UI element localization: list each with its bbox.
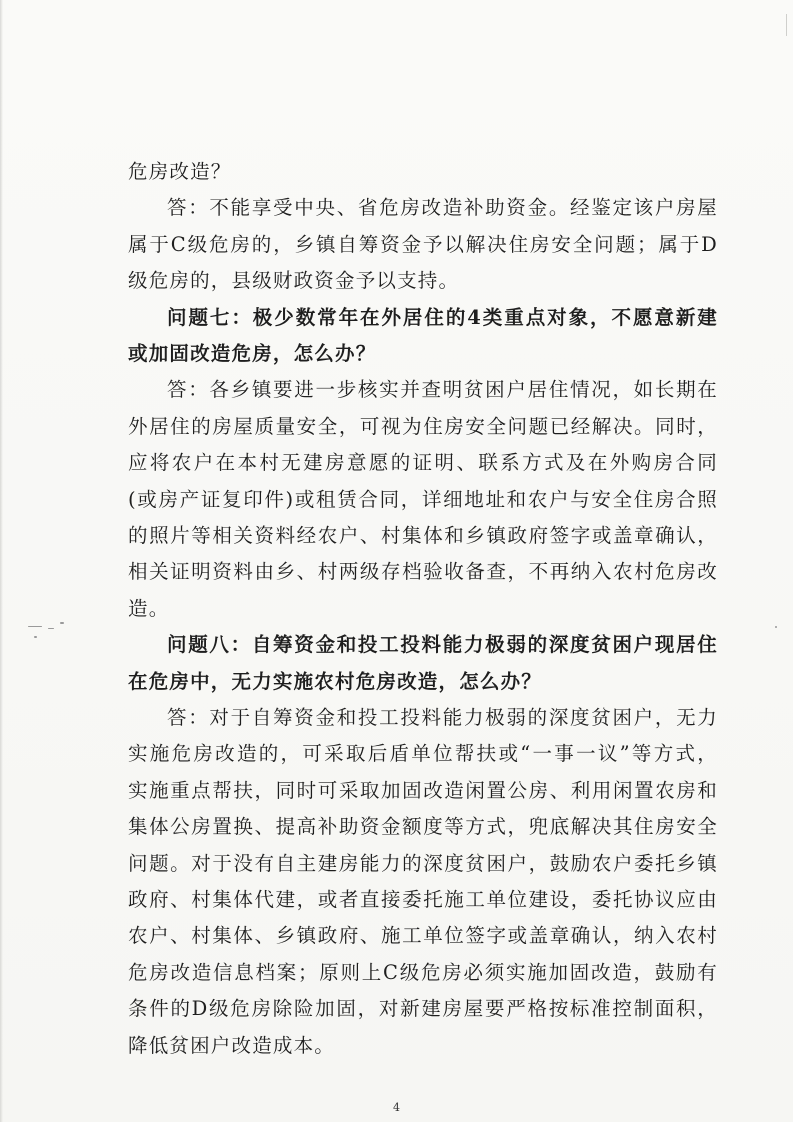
answer-line: 级危房的，县级财政资金予以支持。 [128,269,460,293]
answer-line: 应将农户在本村无建房意愿的证明、联系方式及在外购房合同 [128,451,718,475]
answer-line: 外居住的房屋质量安全，可视为住房安全问题已经解决。同时， [128,414,718,438]
question-heading-7-cont: 或加固改造危房，怎么办？ [128,342,377,365]
scan-speck [48,628,54,629]
answer-line: 答：对于自筹资金和投工投料能力极弱的深度贫困户，无力 [167,706,718,729]
page-number: 4 [393,1101,400,1114]
answer-line: 问题。对于没有自主建房能力的深度贫困户，鼓励农户委托乡镇 [128,851,718,875]
question-heading-7: 问题七：极少数常年在外居住的4类重点对象，不愿意新建 [167,305,718,329]
answer-line: (或房产证复印件)或租赁合同，详细地址和农户与安全住房合照 [128,487,718,511]
scan-speck [60,622,64,624]
answer-line: 危房改造信息档案；原则上C级危房必须实施加固改造，鼓励有 [128,960,718,984]
answer-line: 集体公房置换、提高补助资金额度等方式，兜底解决其住房安全 [128,815,718,839]
answer-line: 属于C级危房的，乡镇自筹资金予以解决住房安全问题；属于D [128,232,718,256]
scan-speck [28,626,42,627]
question-heading-8: 问题八：自筹资金和投工投料能力极弱的深度贫困户现居住 [167,633,718,657]
answer-line: 农户、村集体、乡镇政府、施工单位签字或盖章确认，纳入农村 [128,924,718,948]
text-line-continuation: 危房改造？ [128,160,232,183]
answer-line: 造。 [128,596,170,620]
answer-line: 答：各乡镇要进一步核实并查明贫困户居住情况，如长期在 [167,378,718,402]
scan-speck [775,626,777,628]
question-heading-8-cont: 在危房中，无力实施农村危房改造，怎么办？ [128,669,543,693]
answer-line: 的照片等相关资料经农户、村集体和乡镇政府签字或盖章确认， [128,524,718,547]
scan-speck [34,636,37,638]
scan-edge-shadow [0,0,3,1122]
answer-line: 政府、村集体代建，或者直接委托施工单位建设，委托协议应由 [128,888,718,911]
answer-line: 答：不能享受中央、省危房改造补助资金。经鉴定该户房屋 [167,196,718,220]
scan-corner-mark [772,14,787,36]
answer-line: 相关证明资料由乡、村两级存档验收备查，不再纳入农村危房改 [128,560,718,584]
answer-line: 降低贫困户改造成本。 [128,1033,336,1057]
answer-line: 实施重点帮扶，同时可采取加固改造闲置公房、利用闲置农房和 [128,778,718,802]
answer-line: 实施危房改造的，可采取后盾单位帮扶或“一事一议”等方式， [128,742,718,766]
answer-line: 条件的D级危房除险加固，对新建房屋要严格按标准控制面积， [128,997,718,1021]
